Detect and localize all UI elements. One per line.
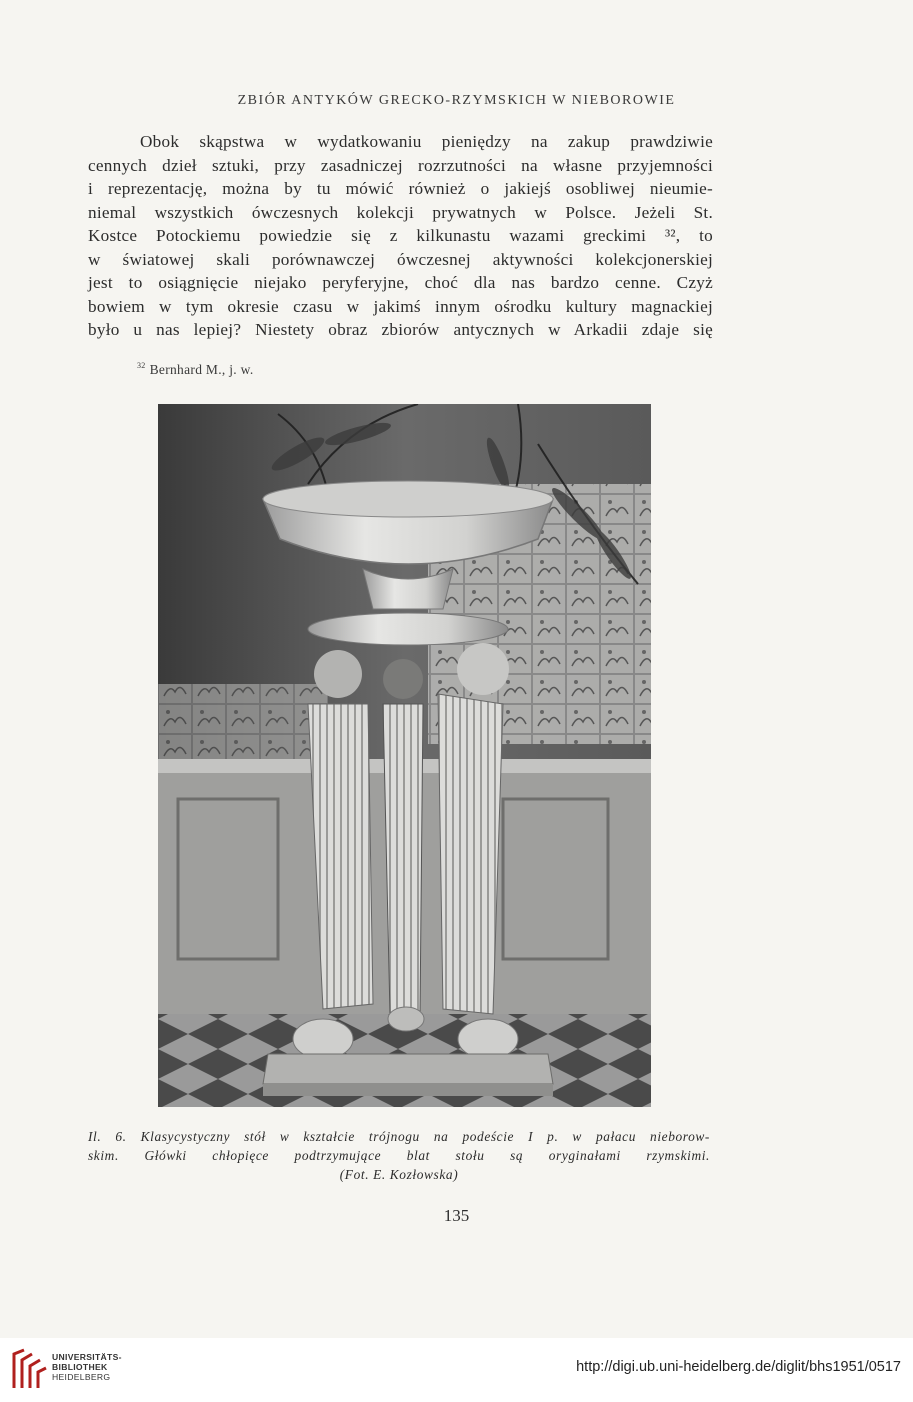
library-name	[52, 1352, 122, 1382]
photo-illustration	[158, 404, 651, 1107]
figure-caption	[88, 1127, 710, 1184]
photo-credit: (Fot. E. Kozłowska)	[339, 1167, 459, 1182]
running-head: ZBIÓR ANTYKÓW GRECKO-RZYMSKICH W NIEBOROWIE	[237, 93, 676, 108]
body-line: Kostce Potockiemu powiedzie się z kilkunastu wazami greckimi ³², to	[88, 226, 713, 245]
tripod-table-photo	[158, 404, 651, 1107]
body-line: bowiem w tym okresie czasu w jakimś innym ośrodku kultury magnackiej	[88, 296, 713, 316]
library-name-line: UNIVERSITÄTS-	[52, 1352, 122, 1362]
library-name-line: HEIDELBERG	[52, 1372, 111, 1382]
caption-line: skim. Główki chłopięce podtrzymujące blat stołu są oryginałami rzymskimi.	[88, 1148, 710, 1163]
library-name-line: BIBLIOTHEK	[52, 1362, 108, 1372]
footnote	[137, 361, 254, 378]
footnote-text: Bernhard M., j. w.	[149, 362, 254, 377]
footnote-marker: 32	[137, 361, 146, 370]
body-line: jest to osiągnięcie niejako peryferyjne, choć dla nas bardzo cenne. Czyż	[88, 273, 713, 292]
university-library-logo-icon[interactable]	[10, 1346, 50, 1392]
body-line: Obok skąpstwa w wydatkowaniu pieniędzy na zakup prawdziwie	[140, 132, 713, 151]
body-paragraph	[88, 130, 713, 342]
permalink-url[interactable]: http://digi.ub.uni-heidelberg.de/diglit/bhs1951/0517	[576, 1359, 901, 1375]
page-number: 135	[443, 1206, 470, 1225]
caption-line: Il. 6. Klasycystyczny stół w kształcie trójnogu na podeście I p. w pałacu nieborow-	[88, 1129, 710, 1144]
body-line: i reprezentację, można by tu mówić również o jakiejś osobliwej nieumie-	[88, 179, 713, 198]
body-line: cennych dzieł sztuki, przy zasadniczej rozrzutności na własne przyjemności	[88, 155, 713, 175]
body-line: było u nas lepiej? Niestety obraz zbiorów antycznych w Arkadii zdaje się	[88, 320, 713, 339]
footer-bar	[0, 1338, 913, 1402]
body-line: niemal wszystkich ówczesnych kolekcji prywatnych w Polsce. Jeżeli St.	[88, 202, 713, 222]
body-line: w światowej skali porównawczej ówczesnej aktywności kolekcjonerskiej	[88, 249, 713, 269]
